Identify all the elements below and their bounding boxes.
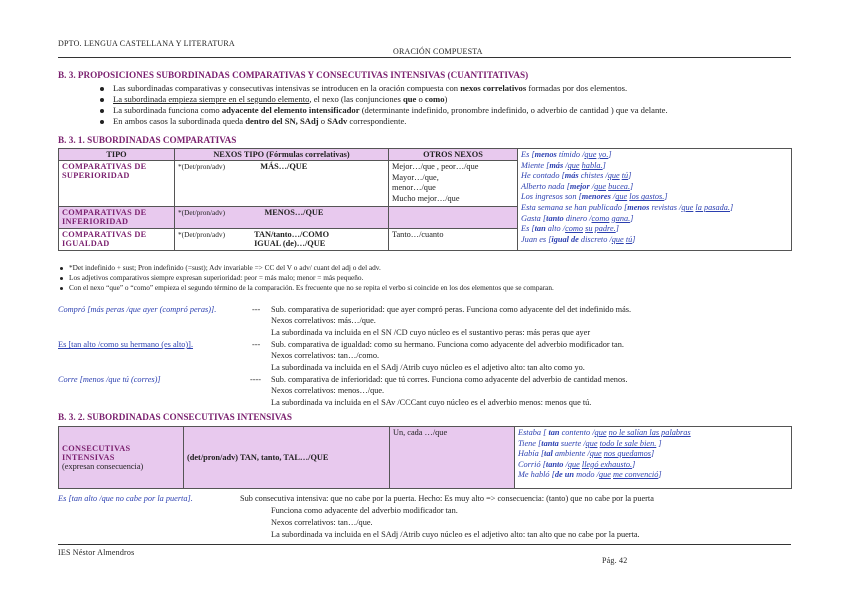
note-1: *Det indefinido + sust; Pron indefinido (=sust); Adv invariable => CC del V o adv/ cuant del adj o del adv.	[60, 263, 381, 272]
analysis-3-line-3: La subordinada va incluida en el SAv /CCCant cuyo núcleo es el adverbio menos: menos que tú.	[271, 398, 592, 407]
footer-rule	[58, 544, 791, 545]
analysis-3-line-1: Sub. comparativa de inferioridad: que tú corres. Funciona como adyacente del adverbio de cantidad menos.	[271, 375, 628, 384]
bullet-4-text: En ambos casos la subordinada queda	[113, 116, 246, 126]
example-line: Miente [más /que habla.]	[521, 160, 606, 170]
bullet-2-underlined: La subordinada empieza siempre en el segundo elemento	[113, 94, 310, 104]
bullet-3-bold: adyacente del elemento intensificador	[221, 105, 360, 115]
row-superioridad-otros: Mejor…/que , peor…/que Mayor…/que, menor…/que Mucho mejor…/que	[389, 161, 518, 207]
analysis-1-example: Compró [más peras /que ayer (compró peras)].	[58, 305, 217, 314]
row-igualdad-nexo: *(Det/pron/adv) TAN/tanto…/COMO IGUAL (de)…/QUE	[175, 229, 389, 251]
analysis-2-dash: ---	[252, 340, 261, 349]
bullet-3-text: La subordinada funciona como	[113, 105, 222, 115]
header-department: DPTO. LENGUA CASTELLANA Y LITERATURA	[58, 39, 235, 48]
bullet-dot-icon	[60, 267, 63, 270]
example-line: Corrió [tanto /que llegó exhausto.]	[518, 459, 636, 469]
analysis-1-dash: ---	[252, 305, 261, 314]
consecutive-analysis-line-3: Nexos correlativos: tan…/que.	[271, 518, 373, 527]
consecutivas-table	[58, 426, 792, 489]
analysis-2-line-2: Nexos correlativos: tan…/como.	[271, 351, 380, 360]
examples-cell	[518, 149, 792, 251]
row-inferioridad-tipo: COMPARATIVAS DE INFERIORIDAD	[59, 207, 175, 229]
section-b3-title: B. 3. PROPOSICIONES SUBORDINADAS COMPARATIVAS Y CONSECUTIVAS INTENSIVAS (CUANTITATIVAS)	[58, 70, 529, 80]
header-title: ORACIÓN COMPUESTA	[393, 47, 483, 56]
analysis-3-example: Corre [menos /que tú (corres)]	[58, 375, 161, 384]
analysis-2-example: Es [tan alto /como su hermano (es alto)].	[58, 340, 194, 349]
header-rule	[58, 57, 791, 58]
example-line: Es [tan alto /como su padre.]	[521, 224, 619, 234]
row-superioridad-nexo: *(Det/pron/adv) MÁS…/QUE	[175, 161, 389, 207]
row-inferioridad-otros	[389, 207, 518, 229]
bullet-dot-icon	[60, 277, 63, 280]
consecutivas-tipo-cell	[59, 427, 184, 489]
consecutivas-tipo-sub: (expresan consecuencia)	[62, 462, 144, 471]
row-inferioridad-nexo: *(Det/pron/adv) MENOS…/QUE	[175, 207, 389, 229]
consecutivas-examples-cell	[515, 427, 792, 489]
analysis-1-line-1: Sub. comparativa de superioridad: que ayer compró peras. Funciona como adyacente del det indefinido más.	[271, 305, 632, 314]
example-line: Me habló [de un modo /que me convenció]	[518, 470, 662, 480]
bullet-4-sadv: SAdv	[327, 116, 348, 126]
col-header-otros: OTROS NEXOS	[389, 149, 518, 161]
bullet-1	[100, 83, 627, 94]
note-2: Los adjetivos comparativos siempre expresan superioridad: peor = más malo; menor = más pequeño.	[60, 273, 363, 282]
example-line: Alberto nada [mejor /que bucea.]	[521, 181, 634, 191]
example-line: Había [tal ambiente /que nos quedamos]	[518, 449, 655, 459]
consecutivas-tipo: CONSECUTIVAS INTENSIVAS	[62, 444, 131, 462]
comparativas-table	[58, 148, 792, 251]
bullet-4-o: o	[318, 116, 328, 126]
col-header-nexos: NEXOS TIPO (Fórmulas correlativas)	[175, 149, 389, 161]
bullet-1-end: formadas por dos elementos.	[526, 83, 628, 93]
analysis-1-line-2: Nexos correlativos: más…/que.	[271, 316, 376, 325]
example-line: Tiene [tanta suerte /que todo le sale bien. ]	[518, 438, 662, 448]
analysis-3-dash: ----	[250, 375, 262, 384]
example-line: He contado [más chistes /que tú]	[521, 171, 632, 181]
consecutivas-otros: Un, cada …/que	[390, 427, 515, 489]
bullet-4	[100, 116, 406, 127]
bullet-3-end: (determinante indefinido, pronombre indefinido, o adverbio de cantidad ) que va delante.	[359, 105, 668, 115]
note-3: Con el nexo “que” o “como” empieza el segundo término de la comparación. Es frecuente que no se repita el verbo si coincide en los dos elementos que se comparan.	[60, 283, 554, 292]
consecutive-analysis-line-1: Sub consecutiva intensiva: que no cabe por la puerta. Hecho: Es muy alto => consecuencia: (tanto) que no cabe por la puerta	[240, 494, 654, 503]
bullet-2-close: )	[444, 94, 448, 104]
bullet-1-bold: nexos correlativos	[460, 83, 527, 93]
row-igualdad-otros: Tanto…/cuanto	[389, 229, 518, 251]
bullet-2-que: que	[402, 94, 417, 104]
bullet-dot-icon	[100, 87, 104, 91]
consecutive-analysis-example: Es [tan alto /que no cabe por la puerta].	[58, 494, 193, 503]
bullet-dot-icon	[100, 98, 104, 102]
bullet-2-o: o	[416, 94, 425, 104]
bullet-4-end: correspondiente.	[347, 116, 407, 126]
consecutive-analysis-line-4: La subordinada va incluida en el SAdj /Atrib cuyo núcleo es el adjetivo alto: tan alto que no cabe por la puerta.	[271, 530, 640, 539]
bullet-dot-icon	[60, 287, 63, 290]
bullet-1-text: Las subordinadas comparativas y consecutivas intensivas se introducen en la oración compuesta con	[113, 83, 461, 93]
example-line: Esta semana se han publicado [menos revistas /que la pasada.]	[521, 202, 734, 212]
example-line: Gasta [tanto dinero /como gana.]	[521, 213, 634, 223]
analysis-3-line-2: Nexos correlativos: menos…/que.	[271, 386, 385, 395]
analysis-2-line-1: Sub. comparativa de igualdad: como su hermano. Funciona como adyacente del adverbio modificador tan.	[271, 340, 624, 349]
page-number: Pág. 42	[602, 556, 628, 565]
example-line: Estaba [ tan contento /que no le salían las palabras	[518, 428, 691, 437]
example-line: Es [menos tímido /que yo.]	[521, 150, 612, 159]
bullet-3	[100, 105, 668, 116]
row-igualdad-tipo: COMPARATIVAS DE IGUALDAD	[59, 229, 175, 251]
section-b31-title: B. 3. 1. SUBORDINADAS COMPARATIVAS	[58, 135, 237, 145]
bullet-4-bold: dentro del SN, SAdj	[245, 116, 319, 126]
bullet-2-text: , el nexo (las conjunciones	[309, 94, 403, 104]
section-b32-title: B. 3. 2. SUBORDINADAS CONSECUTIVAS INTENSIVAS	[58, 412, 293, 422]
consecutive-analysis-line-2: Funciona como adyacente del adverbio modificador tan.	[271, 506, 458, 515]
analysis-1-line-3: La subordinada va incluida en el SN /CD cuyo núcleo es el sustantivo peras: más peras que ayer	[271, 328, 591, 337]
col-header-tipo: TIPO	[59, 149, 175, 161]
example-line: Juan es [igual de discreto /que tú]	[521, 234, 636, 244]
example-line: Los ingresos son [menores /que los gastos.]	[521, 192, 668, 202]
row-superioridad-tipo: COMPARATIVAS DE SUPERIORIDAD	[59, 161, 175, 207]
bullet-2	[100, 94, 447, 105]
bullet-dot-icon	[100, 120, 104, 124]
consecutivas-nexo: (det/pron/adv) TAN, tanto, TAL…/QUE	[184, 427, 390, 489]
bullet-dot-icon	[100, 109, 104, 113]
footer-school: IES Néstor Almendros	[58, 548, 135, 557]
bullet-2-como: como	[424, 94, 445, 104]
analysis-2-line-3: La subordinada va incluida en el SAdj /Atrib cuyo núcleo es el adjetivo alto: tan alto como yo.	[271, 363, 585, 372]
